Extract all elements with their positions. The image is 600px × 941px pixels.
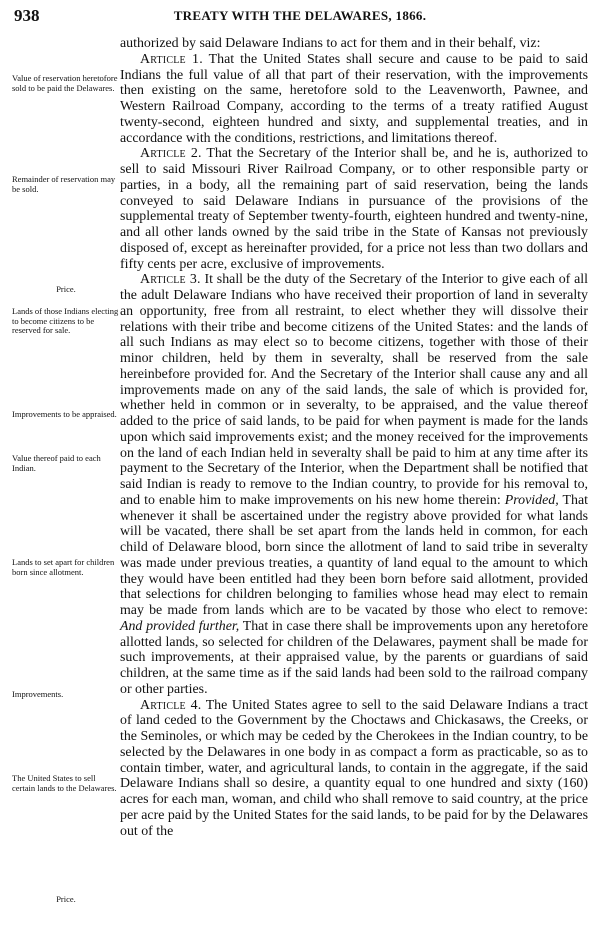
margin-note: Value of reservation heretofore sold to be paid the Delawares. <box>12 73 118 93</box>
article-text: It shall be the duty of the Secretary of the Interior to give each of all the adult Delaware Indians who have received their proportion of land in severalty an opportunity, free from all restraint, to elect whether they will dissolve their relations with their tribe and become citizens of the United States: and the lands of all such Indians as may elect so to become citizens, together with those of their minor children, held by them in severalty, shall be reserved from the sale hereinbefore provided for. And the Secretary of the Interior shall cause any and all improvements made on any of the said lands, the sale of which is provided for, whether held in common or in severalty, to be appraised, and the value thereof added to the price of said lands, to be paid for when payment is made for the lands upon which said improvements exist; and the money received for the improvements on the land of each Indian held in severalty shall be paid to him at any time after its payment to the Secretary of the Interior, when the Department shall be notified that said Indian is ready to remove to the Indian country, to provide for his removal to, and to enable him to make improvements on his new home therein: <box>120 272 588 508</box>
article-1 <box>120 52 588 147</box>
proviso-italic: And provided further, <box>120 618 240 634</box>
margin-note: Lands to set apart for children born since allotment. <box>12 557 115 577</box>
article-4 <box>120 698 588 840</box>
article-text: That the Secretary of the Interior shall be, and he is, authorized to sell to said Missouri River Railroad Company, or to other responsible party or parties, in a body, all the remaining part of said reservation, being the lands conveyed to said Delaware Indians in pursuance of the provisions of the supplemental treaty of September twenty-fourth, eighteen hundred and twenty-nine, and all other lands owned by the said tribe in the State of Kansas not previously disposed of, except as hereinafter provided, for a price not less than two dollars and fifty cents per acre, exclusive of improvements. <box>120 146 588 272</box>
article-text: That the United States shall secure and cause to be paid to said Indians the full value of all that part of their reservation, with the improvements then existing on the same, heretofore sold to the Leavenworth, Pawnee, and Western Railroad Company, according to the terms of a treaty ratified August twenty-second, eighteen hundred and sixty, and supplemental treaties, and in accordance with the conditions, restrictions, and limitations thereof. <box>120 51 588 146</box>
margin-note: Improvements to be appraised. <box>12 409 117 419</box>
proviso-italic: Provided, <box>504 492 559 508</box>
margin-note: Price. <box>56 284 76 294</box>
margin-note: Improvements. <box>12 689 64 699</box>
margin-notes <box>12 0 120 941</box>
margin-note: Lands of those Indians electing to become citizens to be reserved for sale. <box>12 306 119 335</box>
margin-note: The United States to sell certain lands to the Delawares. <box>12 773 117 793</box>
margin-note: Value thereof paid to each Indian. <box>12 453 101 473</box>
article-2 <box>120 146 588 272</box>
article-text: That in case there shall be improvements upon any heretofore allotted lands, so selected for children of the Delawares, payment shall be made for such improvements, at their appraised value, by the parents or guardians of said children, at the same time as if the said lands had been sold to the railroad company or other parties. <box>120 618 588 697</box>
running-title: TREATY WITH THE DELAWARES, 1866. <box>173 8 427 23</box>
intro-paragraph: authorized by said Delaware Indians to act for them and in their behalf, viz: <box>120 36 541 51</box>
article-label: Article 4. <box>140 697 202 713</box>
article-label: Article 3. <box>140 272 201 288</box>
page-number: 938 <box>14 6 40 25</box>
article-label: Article 2. <box>140 146 202 162</box>
article-text: That whenever it shall be ascertained under the registry above provided for what lands will be vacated, there shall be set apart from the lands held in common, for each child of Delaware blood, born since the allotment of land to said tribe in severalty was made under previous treaties, a quantity of land equal to the amount to which they would have been entitled had they been born before said allotment, provided that selections for children belonging to families whose head may elect to remain may be made from lands which are to be vacated by those who elect to remove: <box>120 492 588 618</box>
treaty-text <box>120 36 588 839</box>
article-3 <box>120 272 588 697</box>
article-text: The United States agree to sell to the said Delaware Indians a tract of land ceded to the Government by the Choctaws and Chickasaws, the Creeks, or the Seminoles, or which may be ceded by the Cherokees in the Indian country, to be selected by the Delawares in one body in as compact a form as practicable, so as to contain timber, water, and agricultural lands, to contain in the aggregate, if the said Delaware Indians shall so desire, a quantity equal to one hundred and sixty (160) acres for each man, woman, and child who shall remove to said country, at the price per acre paid by the United States for the said lands, to be paid for by the Delawares out of the <box>120 697 588 839</box>
margin-note: Price. <box>56 894 76 904</box>
article-label: Article 1. <box>140 51 203 67</box>
margin-note: Remainder of reservation may be sold. <box>12 174 116 194</box>
